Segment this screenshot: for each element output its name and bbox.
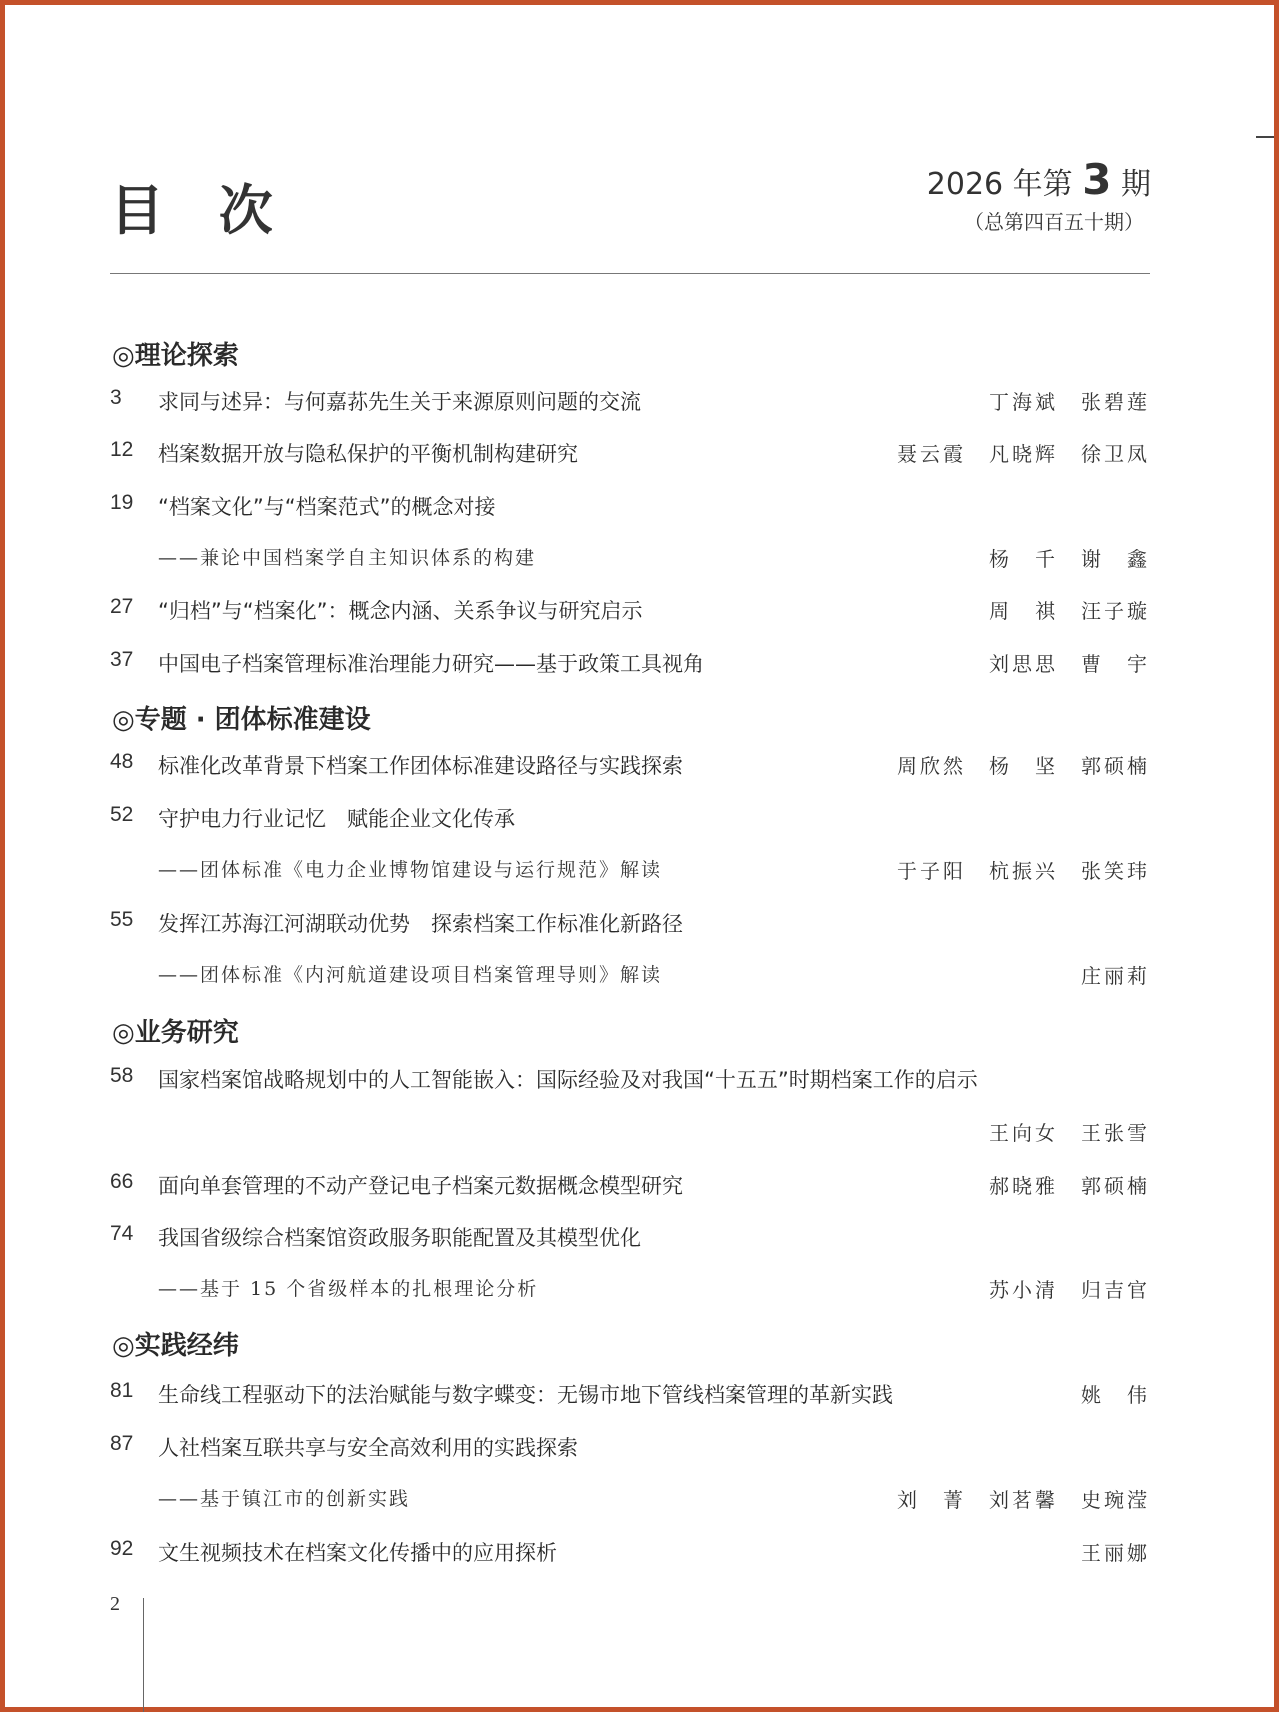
toc-entry[interactable] (110, 1375, 1150, 1407)
toc-entry-subtitle[interactable] (110, 956, 1150, 988)
issue-number-line (927, 155, 1151, 204)
issue-suffix: 期 (1111, 167, 1151, 202)
entry-authors: 苏小清 归吉官 (989, 1278, 1150, 1302)
entry-subtitle: ——基于 15 个省级样本的扎根理论分析 (158, 1278, 539, 1300)
toc-entry[interactable] (110, 644, 1150, 676)
section-heading (112, 699, 371, 736)
toc-entry-subtitle[interactable] (110, 1270, 1150, 1302)
entry-authors: 周 祺 汪子璇 (989, 599, 1150, 623)
margin-line (143, 1598, 144, 1712)
section-label: 专题 · 团体标准建设 (134, 705, 371, 735)
entry-title: 求同与述异：与何嘉荪先生关于来源原则问题的交流 (158, 390, 641, 414)
toc-entry-subtitle[interactable] (110, 1480, 1150, 1512)
header-divider (110, 273, 1150, 274)
entry-title: 中国电子档案管理标准治理能力研究——基于政策工具视角 (158, 652, 704, 676)
page-title: 目 次 (110, 179, 291, 242)
entry-authors: 刘 菁 刘茗馨 史琬滢 (897, 1488, 1150, 1512)
section-mark-icon: ◎ (112, 1331, 135, 1361)
toc-entry[interactable] (110, 1428, 1150, 1460)
entry-page: 58 (110, 1064, 134, 1087)
entry-title: “档案文化”与“档案范式”的概念对接 (158, 495, 496, 519)
entry-authors: 于子阳 杭振兴 张笑玮 (897, 859, 1150, 883)
entry-authors: 郝晓雅 郭硕楠 (989, 1174, 1150, 1198)
toc-entry[interactable] (110, 1218, 1150, 1250)
entry-page: 87 (110, 1432, 134, 1455)
section-label: 理论探索 (134, 341, 239, 371)
toc-entry[interactable] (110, 434, 1150, 466)
entry-title: 我国省级综合档案馆资政服务职能配置及其模型优化 (158, 1226, 641, 1250)
section-label: 实践经纬 (134, 1331, 239, 1361)
entry-title: 档案数据开放与隐私保护的平衡机制构建研究 (158, 442, 578, 466)
entry-authors: 聂云霞 凡晓辉 徐卫凤 (897, 442, 1150, 466)
entry-title: 国家档案馆战略规划中的人工智能嵌入：国际经验及对我国“十五五”时期档案工作的启示 (158, 1068, 978, 1092)
entry-page: 37 (110, 648, 134, 671)
entry-subtitle: ——兼论中国档案学自主知识体系的构建 (158, 547, 537, 569)
entry-title: 标准化改革背景下档案工作团体标准建设路径与实践探索 (158, 754, 683, 778)
entry-title: 守护电力行业记忆 赋能企业文化传承 (158, 807, 515, 831)
entry-page: 19 (110, 491, 134, 514)
issue-total: （总第四百五十期） (964, 210, 1144, 234)
entry-subtitle: ——基于镇江市的创新实践 (158, 1488, 411, 1510)
toc-entry[interactable] (110, 799, 1150, 831)
entry-title: 文生视频技术在档案文化传播中的应用探析 (158, 1541, 557, 1565)
corner-tick-mark (1256, 136, 1274, 138)
entry-page: 66 (110, 1170, 134, 1193)
toc-entry-subtitle[interactable] (110, 539, 1150, 571)
section-heading (112, 335, 239, 372)
issue-number: 3 (1082, 155, 1112, 204)
entry-title: 人社档案互联共享与安全高效利用的实践探索 (158, 1436, 578, 1460)
page-number: 2 (110, 1593, 120, 1615)
toc-entry[interactable] (110, 382, 1150, 414)
toc-entry[interactable] (110, 487, 1150, 519)
entry-title: 发挥江苏海江河湖联动优势 探索档案工作标准化新路径 (158, 912, 683, 936)
entry-authors: 王向女 王张雪 (989, 1121, 1150, 1145)
section-mark-icon: ◎ (112, 341, 135, 371)
toc-entry-subtitle[interactable] (110, 851, 1150, 883)
toc-entry-authors[interactable] (110, 1113, 1150, 1145)
section-mark-icon: ◎ (112, 1018, 135, 1048)
entry-page: 48 (110, 750, 134, 773)
entry-authors: 丁海斌 张碧莲 (989, 390, 1150, 414)
toc-entry[interactable] (110, 1166, 1150, 1198)
entry-page: 27 (110, 595, 134, 618)
section-mark-icon: ◎ (112, 705, 135, 735)
toc-entry[interactable] (110, 904, 1150, 936)
entry-authors: 周欣然 杨 坚 郭硕楠 (897, 754, 1150, 778)
entry-subtitle: ——团体标准《电力企业博物馆建设与运行规范》解读 (158, 859, 663, 881)
entry-page: 12 (110, 438, 134, 461)
issue-prefix: 2026 年第 (926, 167, 1083, 202)
entry-page: 92 (110, 1537, 134, 1560)
entry-title: “归档”与“档案化”：概念内涵、关系争议与研究启示 (158, 599, 643, 623)
entry-page: 74 (110, 1222, 134, 1245)
section-label: 业务研究 (134, 1018, 239, 1048)
toc-entry[interactable] (110, 1060, 1150, 1092)
entry-authors: 刘思思 曹 宇 (989, 652, 1150, 676)
entry-page: 3 (110, 386, 122, 409)
entry-subtitle: ——团体标准《内河航道建设项目档案管理导则》解读 (158, 964, 663, 986)
entry-page: 55 (110, 908, 134, 931)
entry-authors: 杨 千 谢 鑫 (989, 547, 1150, 571)
entry-authors: 王丽娜 (1081, 1541, 1150, 1565)
section-heading (112, 1325, 239, 1362)
entry-page: 81 (110, 1379, 134, 1402)
entry-title: 面向单套管理的不动产登记电子档案元数据概念模型研究 (158, 1174, 683, 1198)
entry-authors: 姚 伟 (1081, 1383, 1150, 1407)
toc-entry[interactable] (110, 746, 1150, 778)
entry-title: 生命线工程驱动下的法治赋能与数字蝶变：无锡市地下管线档案管理的革新实践 (158, 1383, 893, 1407)
entry-page: 52 (110, 803, 134, 826)
section-heading (112, 1012, 239, 1049)
toc-entry[interactable] (110, 591, 1150, 623)
entry-authors: 庄丽莉 (1081, 964, 1150, 988)
toc-entry[interactable] (110, 1533, 1150, 1565)
